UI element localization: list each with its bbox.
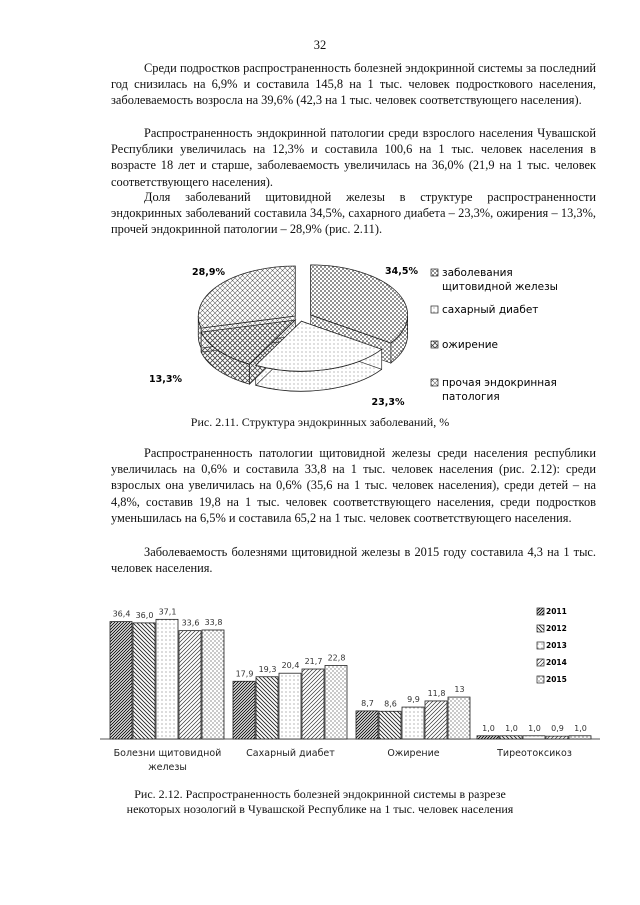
bar-2011-2	[233, 681, 255, 739]
bar-value-label: 11,8	[427, 688, 446, 698]
bar-legend-item-2011	[537, 607, 567, 616]
category-label: Болезни щитовидной	[113, 748, 222, 759]
bar-value-label: 13	[454, 685, 465, 695]
bar-value-label: 9,9	[407, 695, 420, 705]
bar-2013-4	[523, 736, 545, 739]
pie-chart	[0, 258, 640, 418]
pie-caption: Рис. 2.11. Структура эндокринных заболеваний, %	[190, 415, 450, 429]
bar-value-label: 1,0	[528, 723, 541, 733]
pie-value-label: 28,9%	[192, 267, 225, 278]
bar-legend-item-2013	[537, 641, 567, 650]
bar-caption	[0, 787, 640, 817]
bar-2015-4	[569, 736, 591, 739]
page-number: 32	[313, 38, 327, 52]
pie-value-label: 34,5%	[385, 266, 418, 277]
paragraph-4: Распространенность патологии щитовидной железы среди населения республики увеличилась на 0,6% и составила 33,8 на 1 тыс. человек населения (рис. 2.12): среди взрослых она увеличилась на 0,6% (35,6 на 1 тыс. человек населения), среди детей – на 4,8%, составив 19,8 на 1 тыс. человек соответствующего населения, среди подростков уменьшилась на 6,5% и составила 65,2 на 1 тыс. человек соответствующего населения.	[111, 446, 596, 525]
bar-value-label: 33,8	[204, 617, 223, 627]
category-label: Ожирение	[387, 748, 440, 759]
bar-value-label: 22,8	[327, 653, 346, 663]
bar-2014-3	[425, 701, 447, 739]
bar-legend-swatch	[537, 625, 544, 632]
bar-2011-4	[477, 736, 499, 739]
pie-legend-label: патология	[442, 391, 500, 403]
pie-legend-label: щитовидной железы	[442, 281, 558, 293]
bar-2014-1	[179, 631, 201, 739]
bar-value-label: 20,4	[281, 661, 300, 671]
bar-value-label: 1,0	[505, 723, 518, 733]
bar-value-label: 19,3	[258, 664, 277, 674]
bar-2015-1	[202, 630, 224, 739]
bar-2015-2	[325, 665, 347, 739]
bar-2012-3	[379, 711, 401, 739]
bar-value-label: 37,1	[158, 607, 177, 617]
pie-legend-label: заболевания	[442, 267, 513, 279]
pie-legend-item-1	[431, 267, 558, 293]
bar-value-label: 36,4	[112, 609, 131, 619]
bar-value-label: 17,9	[235, 669, 254, 679]
bar-legend-label: 2012	[546, 624, 567, 633]
paragraph-2: Распространенность эндокринной патологии среди взрослого населения Чувашской Республики увеличилась на 12,3% и составила 100,6 на 1 тыс. человек населения в возрасте 18 лет и старше, заболеваемость увеличилась на 36,0% (21,9 на 1 тыс. человек соответствующего населения).	[111, 126, 596, 189]
pie-legend-label: сахарный диабет	[442, 304, 539, 316]
bar-2013-1	[156, 619, 178, 739]
bar-caption-line-1: Рис. 2.12. Распространенность болезней эндокринной системы в разрезе	[134, 787, 506, 801]
paragraph-5: Заболеваемость болезнями щитовидной железы в 2015 году составила 4,3 на 1 тыс. человек населения.	[111, 545, 596, 576]
pie-legend-label: прочая эндокринная	[442, 377, 557, 389]
bar-value-label: 33,6	[181, 618, 200, 628]
bar-2013-2	[279, 673, 301, 739]
bar-legend-swatch	[537, 676, 544, 683]
bar-value-label: 8,6	[384, 699, 397, 709]
bar-value-label: 21,7	[304, 657, 323, 667]
pie-value-label: 13,3%	[149, 374, 182, 385]
bar-value-label: 1,0	[482, 723, 495, 733]
paragraph-1: Среди подростков распространенность болезней эндокринной системы за последний год снизилась на 6,9% и составила 145,8 на 1 тыс. человек подросткового населения, заболеваемость возросла на 39,6% (42,3 на 1 тыс. человек соответствующего населения).	[111, 61, 596, 108]
bar-legend-item-2015	[537, 675, 567, 684]
bar-2011-3	[356, 711, 378, 739]
bar-2011-1	[110, 622, 132, 739]
pie-value-label: 23,3%	[371, 397, 405, 408]
bar-legend-label: 2014	[546, 658, 567, 667]
pie-legend-swatch	[431, 306, 438, 313]
bar-caption-line-2: некоторых нозологий в Чувашской Республике на 1 тыс. человек населения	[126, 802, 514, 816]
bar-2012-2	[256, 677, 278, 739]
bar-2012-1	[133, 623, 155, 739]
paragraph-3: Доля заболеваний щитовидной железы в структуре распространенности эндокринных заболеваний составила 34,5%, сахарного диабета – 23,3%, ожирения – 13,3%, прочей эндокринной патологии – 28,9% (рис. 2.11).	[111, 190, 596, 237]
bar-value-label: 1,0	[574, 723, 587, 733]
pie-legend-label: ожирение	[442, 339, 498, 351]
pie-legend-swatch	[431, 269, 438, 276]
bar-legend-label: 2013	[546, 641, 567, 650]
pie-legend-swatch	[431, 341, 438, 348]
pie-legend-item-4	[431, 377, 557, 403]
bar-legend-swatch	[537, 608, 544, 615]
bar-chart	[0, 590, 640, 780]
category-label: Тиреотоксикоз	[497, 748, 572, 759]
bar-value-label: 0,9	[551, 724, 564, 734]
category-label: Сахарный диабет	[246, 748, 335, 759]
bar-value-label: 36,0	[135, 610, 154, 620]
bar-legend-label: 2015	[546, 675, 567, 684]
bar-value-label: 8,7	[361, 698, 374, 708]
bar-legend-swatch	[537, 642, 544, 649]
bar-legend-item-2012	[537, 624, 567, 633]
bar-2013-3	[402, 707, 424, 739]
bar-legend-label: 2011	[546, 607, 567, 616]
bar-2014-4	[546, 736, 568, 739]
pie-legend-item-2	[431, 304, 538, 316]
pie-legend-item-3	[431, 339, 498, 351]
pie-legend-swatch	[431, 379, 438, 386]
category-label: железы	[148, 762, 187, 773]
bar-2012-4	[500, 736, 522, 739]
bar-2015-3	[448, 697, 470, 739]
bar-2014-2	[302, 669, 324, 739]
bar-legend-swatch	[537, 659, 544, 666]
bar-legend-item-2014	[537, 658, 567, 667]
